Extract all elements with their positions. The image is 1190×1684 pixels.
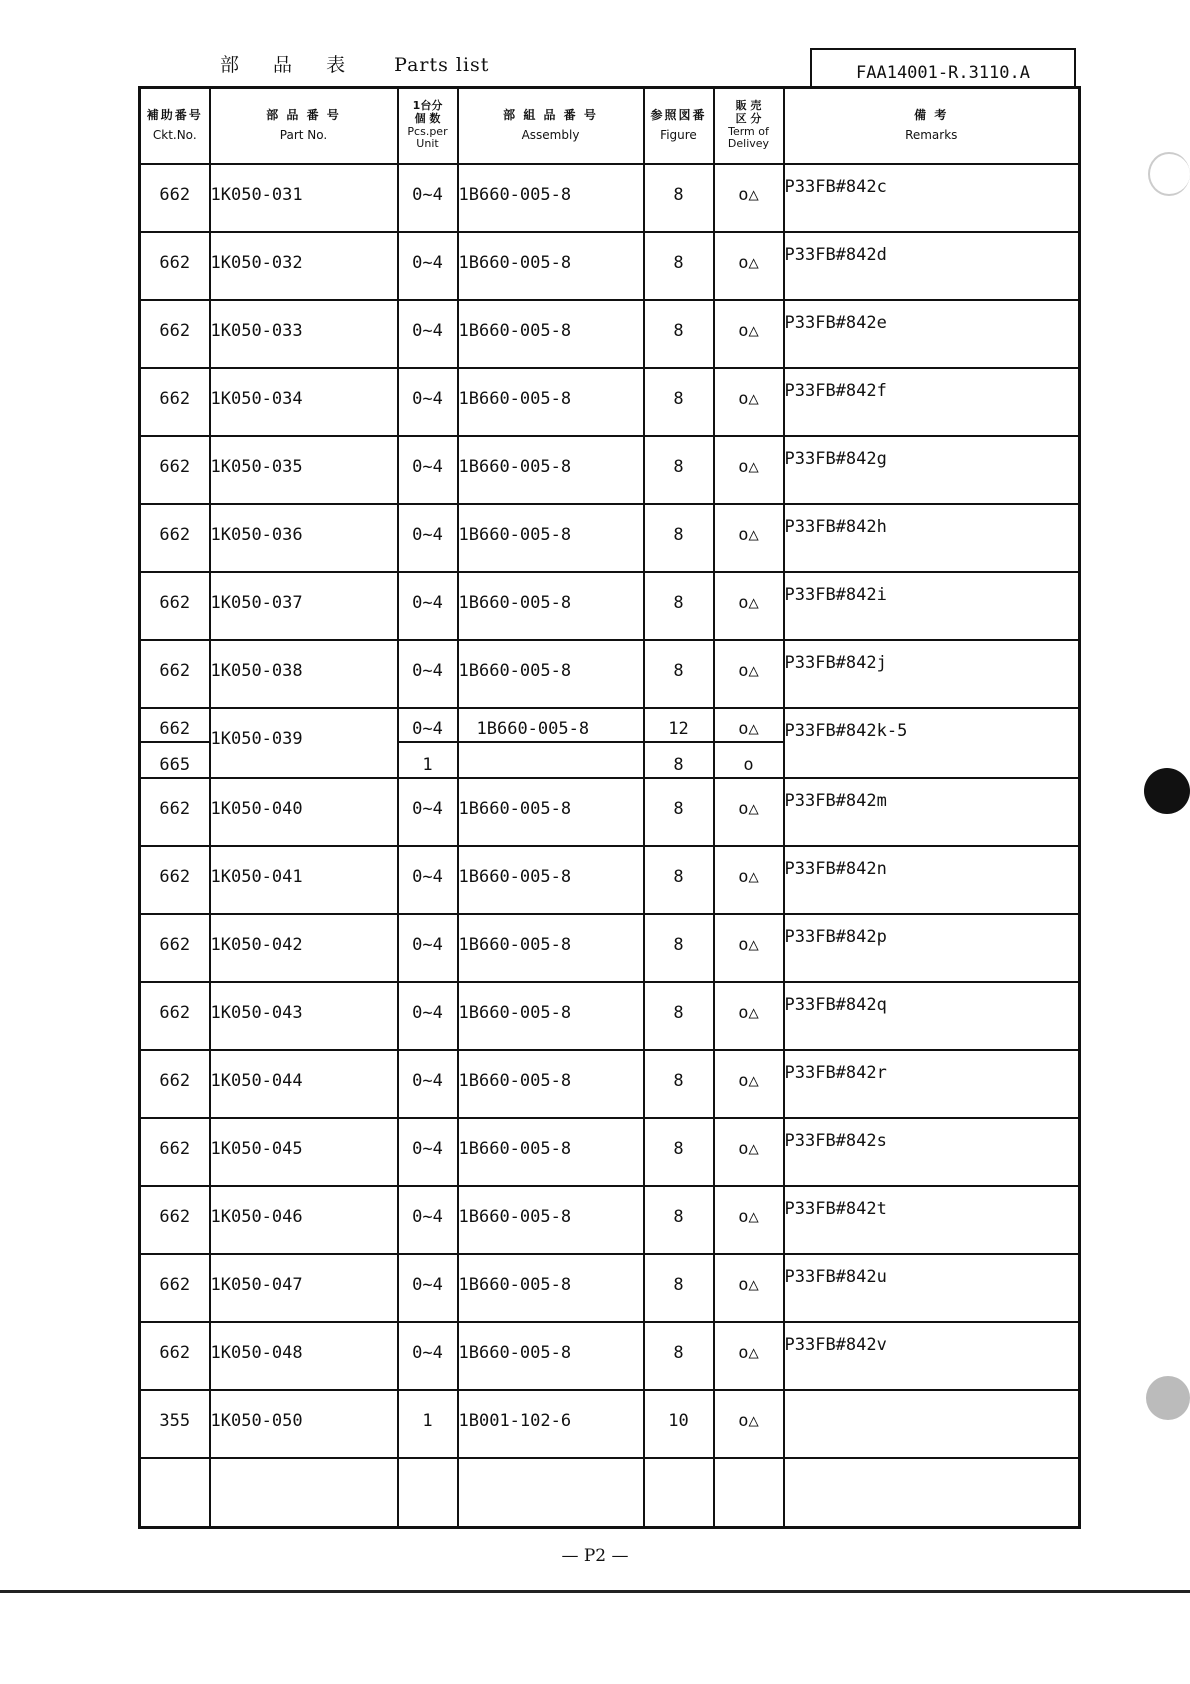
punch-hole-mark [1148,152,1190,196]
cell-qty: 0~4 1 [398,708,458,778]
cell-qty: 0~4 [398,164,458,232]
cell-ckt: 662 [140,914,210,982]
cell-assembly: 1B660-005-8 [458,572,644,640]
cell-remarks: P33FB#842d [784,232,1080,300]
cell-assembly: 1B660-005-8 [458,368,644,436]
cell-qty: 0~4 [398,572,458,640]
cell-part: 1K050-037 [210,572,398,640]
table-row-empty [140,1458,1080,1528]
cell-figure: 8 [644,982,714,1050]
cell-qty: 0~4 [398,1118,458,1186]
cell-ckt: 662 665 [140,708,210,778]
col-header-qty: 1台分 個 数 Pcs.per Unit [398,88,458,164]
col-header-ckt: 補助番号 Ckt.No. [140,88,210,164]
col-header-term: 販 売 区 分 Term of Delivey [714,88,784,164]
cell-term: o△ [714,1118,784,1186]
cell-qty: 0~4 [398,232,458,300]
cell-assembly: 1B660-005-8 [458,1050,644,1118]
cell-ckt: 662 [140,778,210,846]
cell-part: 1K050-042 [210,914,398,982]
col-header-figure: 参照図番 Figure [644,88,714,164]
cell-figure: 8 [644,572,714,640]
cell-qty: 1 [398,1390,458,1458]
col-header-remarks: 備 考 Remarks [784,88,1080,164]
cell-part: 1K050-032 [210,232,398,300]
cell-assembly: 1B660-005-8 [458,1118,644,1186]
cell-part: 1K050-046 [210,1186,398,1254]
cell-ckt: 662 [140,1186,210,1254]
cell-term: o△ [714,1050,784,1118]
cell-term: o△ [714,914,784,982]
cell-assembly: 1B660-005-8 [458,300,644,368]
cell-qty: 0~4 [398,778,458,846]
cell-figure: 8 [644,846,714,914]
table-row [140,640,1080,708]
page-number: — P2 — [561,1546,629,1566]
cell-ckt: 662 [140,504,210,572]
cell-figure: 8 [644,1050,714,1118]
cell-qty: 0~4 [398,914,458,982]
bottom-rule [0,1590,1190,1593]
cell-remarks: P33FB#842t [784,1186,1080,1254]
cell-remarks [784,1390,1080,1458]
cell-figure: 8 [644,300,714,368]
cell-figure: 12 8 [644,708,714,778]
table-row [140,778,1080,846]
cell-part: 1K050-044 [210,1050,398,1118]
cell-ckt: 662 [140,640,210,708]
cell-remarks: P33FB#842v [784,1322,1080,1390]
cell-figure: 8 [644,778,714,846]
cell-figure: 8 [644,436,714,504]
parts-table [138,86,1081,1529]
cell-term: o△ [714,164,784,232]
cell-remarks: P33FB#842u [784,1254,1080,1322]
cell-figure: 8 [644,504,714,572]
cell-remarks: P33FB#842n [784,846,1080,914]
table-row [140,1118,1080,1186]
cell-part: 1K050-040 [210,778,398,846]
cell-assembly: 1B001-102-6 [458,1390,644,1458]
cell-assembly: 1B660-005-8 [458,1322,644,1390]
cell-part: 1K050-045 [210,1118,398,1186]
cell-part: 1K050-035 [210,436,398,504]
cell-figure: 8 [644,1186,714,1254]
cell-qty: 0~4 [398,504,458,572]
cell-term: o△ [714,232,784,300]
table-row [140,1390,1080,1458]
cell-part: 1K050-041 [210,846,398,914]
cell-remarks: P33FB#842m [784,778,1080,846]
cell-ckt: 662 [140,164,210,232]
cell-figure: 8 [644,1322,714,1390]
cell-ckt: 662 [140,436,210,504]
cell-term: o△ [714,1322,784,1390]
page-title [220,50,489,77]
cell-assembly: 1B660-005-8 [458,914,644,982]
table-row-split [140,708,1080,778]
cell-assembly: 1B660-005-8 [458,232,644,300]
cell-figure: 8 [644,1118,714,1186]
table-row [140,1050,1080,1118]
cell-term: o△ [714,1390,784,1458]
col-header-part: 部 品 番 号 Part No. [210,88,398,164]
cell-figure: 8 [644,232,714,300]
cell-remarks: P33FB#842s [784,1118,1080,1186]
cell-assembly: 1B660-005-8 [458,1186,644,1254]
table-header-row [140,88,1080,164]
table-row [140,1186,1080,1254]
cell-term: o△ [714,778,784,846]
cell-part: 1K050-036 [210,504,398,572]
cell-ckt: 662 [140,232,210,300]
table-row [140,436,1080,504]
cell-part: 1K050-047 [210,1254,398,1322]
cell-assembly: 1B660-005-8 [458,164,644,232]
cell-assembly: 1B660-005-8 [458,640,644,708]
cell-ckt: 355 [140,1390,210,1458]
cell-ckt: 662 [140,846,210,914]
cell-qty: 0~4 [398,846,458,914]
cell-qty: 0~4 [398,368,458,436]
cell-term: o△ [714,846,784,914]
cell-qty: 0~4 [398,982,458,1050]
cell-term: o△ [714,436,784,504]
cell-assembly: 1B660-005-8 [458,982,644,1050]
cell-figure: 8 [644,640,714,708]
cell-remarks: P33FB#842p [784,914,1080,982]
table-row [140,368,1080,436]
cell-part: 1K050-043 [210,982,398,1050]
table-row [140,1254,1080,1322]
cell-assembly: 1B660-005-8 [458,778,644,846]
cell-term: o△ [714,1186,784,1254]
cell-ckt: 662 [140,1322,210,1390]
title-jp: 部 品 表 [220,54,360,76]
table-row [140,572,1080,640]
cell-part: 1K050-031 [210,164,398,232]
cell-ckt: 662 [140,1118,210,1186]
cell-term: o△ [714,982,784,1050]
cell-remarks: P33FB#842r [784,1050,1080,1118]
punch-hole-mark [1144,768,1190,814]
cell-qty: 0~4 [398,300,458,368]
cell-qty: 0~4 [398,436,458,504]
table-row [140,504,1080,572]
table-row [140,232,1080,300]
cell-qty: 0~4 [398,640,458,708]
cell-remarks: P33FB#842h [784,504,1080,572]
cell-ckt: 662 [140,982,210,1050]
cell-remarks: P33FB#842f [784,368,1080,436]
cell-assembly: 1B660-005-8 [458,436,644,504]
cell-term: o△ [714,640,784,708]
cell-term: o△ [714,1254,784,1322]
cell-ckt: 662 [140,300,210,368]
cell-figure: 10 [644,1390,714,1458]
cell-assembly: 1B660-005-8 [458,846,644,914]
cell-ckt: 662 [140,1050,210,1118]
cell-assembly: 1B660-005-8 [458,1254,644,1322]
col-header-assembly: 部 組 品 番 号 Assembly [458,88,644,164]
cell-term: o△ [714,368,784,436]
cell-remarks: P33FB#842k-5 [784,708,1080,778]
cell-assembly: 1B660-005-8 [458,708,644,778]
table-row [140,300,1080,368]
table-row [140,164,1080,232]
cell-remarks: P33FB#842e [784,300,1080,368]
cell-part: 1K050-034 [210,368,398,436]
cell-ckt: 662 [140,368,210,436]
punch-hole-mark [1146,1376,1190,1420]
cell-figure: 8 [644,1254,714,1322]
table-row [140,914,1080,982]
cell-figure: 8 [644,164,714,232]
cell-remarks: P33FB#842j [784,640,1080,708]
cell-qty: 0~4 [398,1050,458,1118]
cell-term: o△ o [714,708,784,778]
table-row [140,1322,1080,1390]
cell-figure: 8 [644,368,714,436]
cell-part: 1K050-033 [210,300,398,368]
cell-term: o△ [714,504,784,572]
cell-term: o△ [714,300,784,368]
cell-part: 1K050-038 [210,640,398,708]
table-row [140,982,1080,1050]
cell-qty: 0~4 [398,1322,458,1390]
cell-ckt: 662 [140,1254,210,1322]
document-number: FAA14001-R.3110.A [810,48,1076,86]
cell-remarks: P33FB#842q [784,982,1080,1050]
cell-ckt: 662 [140,572,210,640]
cell-part: 1K050-050 [210,1390,398,1458]
table-row [140,846,1080,914]
cell-qty: 0~4 [398,1254,458,1322]
cell-assembly: 1B660-005-8 [458,504,644,572]
cell-term: o△ [714,572,784,640]
cell-figure: 8 [644,914,714,982]
cell-part: 1K050-039 [210,708,398,778]
cell-qty: 0~4 [398,1186,458,1254]
cell-part: 1K050-048 [210,1322,398,1390]
title-en: Parts list [394,54,490,76]
cell-remarks: P33FB#842c [784,164,1080,232]
cell-remarks: P33FB#842g [784,436,1080,504]
cell-remarks: P33FB#842i [784,572,1080,640]
